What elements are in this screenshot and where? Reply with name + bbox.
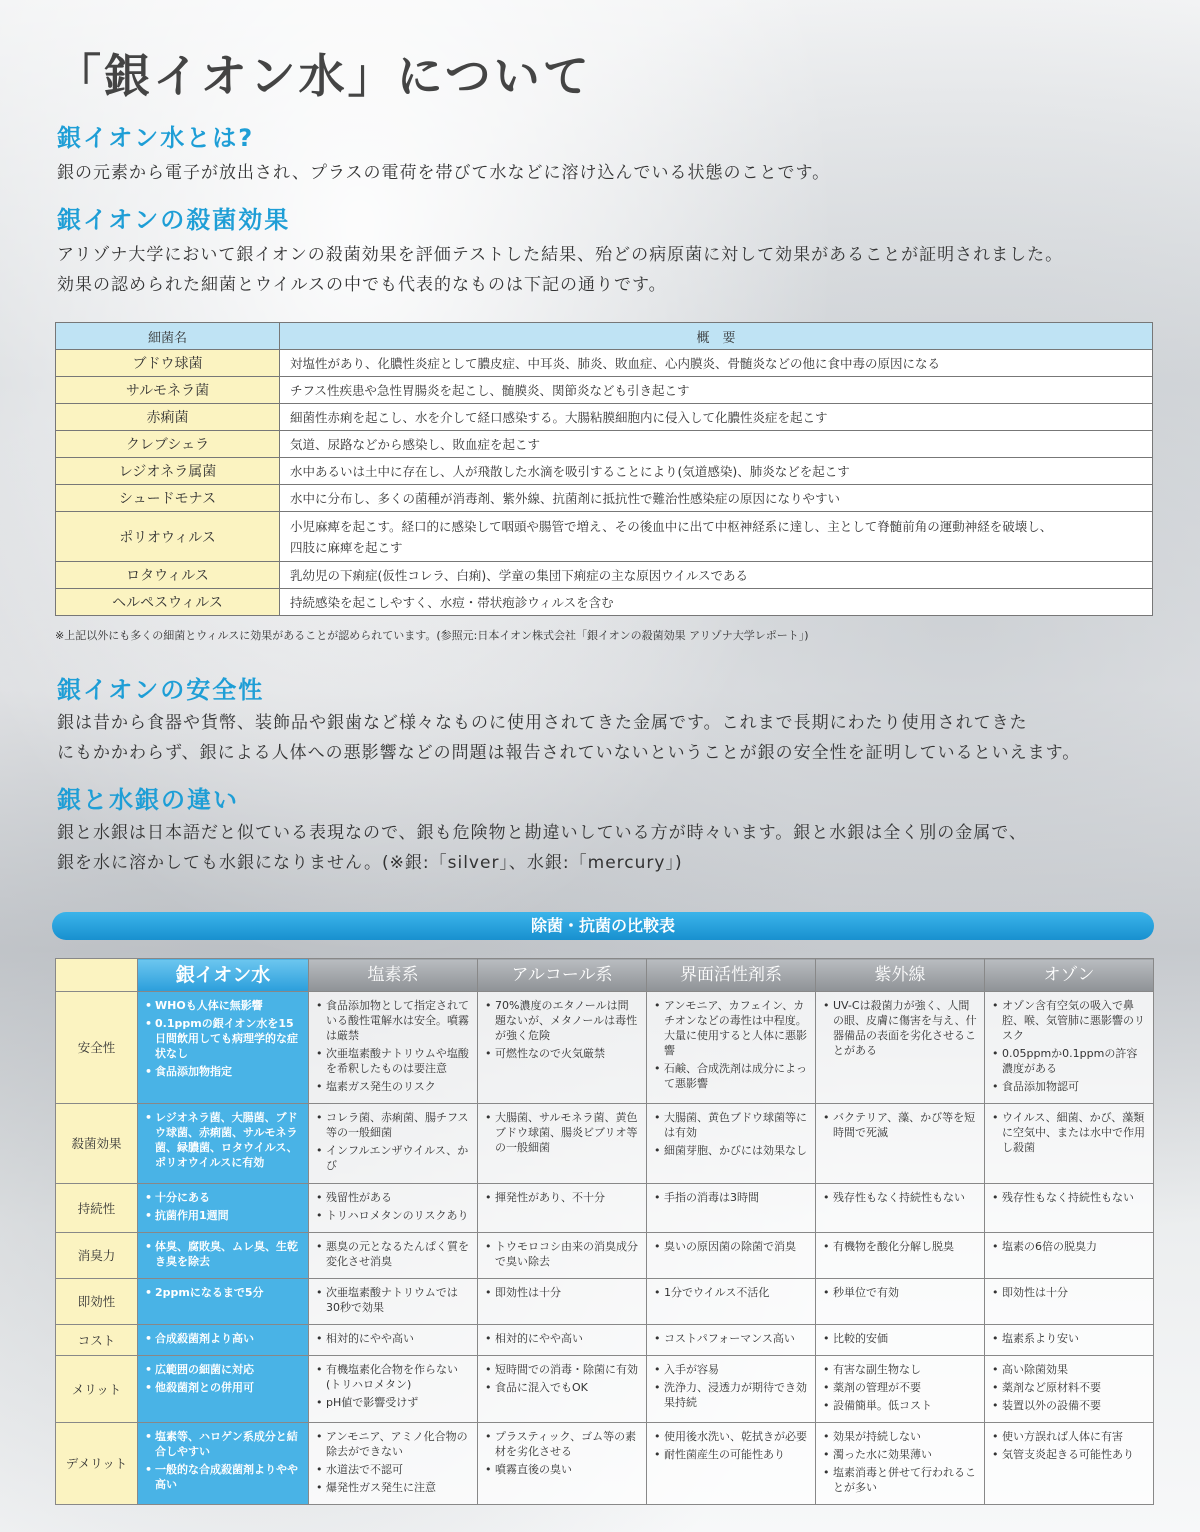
point-item: • 十分にある bbox=[145, 1190, 301, 1205]
row-label: メリット bbox=[56, 1356, 138, 1423]
table-cell bbox=[985, 1184, 1154, 1233]
point-item: • アンモニア、アミノ化合物の除去ができない bbox=[316, 1429, 470, 1459]
table-row bbox=[56, 431, 1153, 458]
table-cell bbox=[985, 1279, 1154, 1325]
table-row bbox=[56, 1233, 1154, 1279]
point-item: • 食品添加物指定 bbox=[145, 1064, 301, 1079]
point-list bbox=[823, 1110, 977, 1140]
point-list bbox=[485, 1429, 639, 1477]
safety-line-2: にもかかわらず、銀による人体への悪影響などの問題は報告されていないということが銀の安全性を証明しているといえます。 bbox=[57, 743, 1081, 763]
table-cell bbox=[647, 992, 816, 1104]
point-item: • 広範囲の細菌に対応 bbox=[145, 1362, 301, 1377]
point-item: • 手指の消毒は3時間 bbox=[654, 1190, 808, 1205]
table-row bbox=[56, 485, 1153, 512]
point-list bbox=[992, 1110, 1146, 1155]
point-item: • 薬剤など原材料不要 bbox=[992, 1380, 1146, 1395]
bacteria-header-name: 細菌名 bbox=[56, 323, 280, 350]
table-cell bbox=[816, 1423, 985, 1505]
point-item: • 塩素系より安い bbox=[992, 1331, 1146, 1346]
point-list bbox=[145, 1429, 301, 1492]
mercury-line-1: 銀と水銀は日本語だと似ている表現なので、銀も危険物と勘違いしている方が時々います。銀と水銀は全く別の金属で、 bbox=[57, 823, 1027, 843]
point-list bbox=[654, 1190, 808, 1205]
point-list bbox=[992, 1429, 1146, 1462]
bacteria-name: ブドウ球菌 bbox=[56, 350, 280, 377]
point-item: • 塩素等、ハロゲン系成分と結合しやすい bbox=[145, 1429, 301, 1459]
table-row bbox=[56, 1423, 1154, 1505]
table-cell bbox=[985, 1423, 1154, 1505]
point-item: • 大腸菌、サルモネラ菌、黄色ブドウ球菌、腸炎ビブリオ等の一般細菌 bbox=[485, 1110, 639, 1155]
point-list bbox=[485, 1331, 639, 1346]
table-row bbox=[56, 512, 1153, 562]
table-cell bbox=[309, 1184, 478, 1233]
table-row bbox=[56, 404, 1153, 431]
table-cell bbox=[478, 1279, 647, 1325]
point-item: • 塩素の6倍の脱臭力 bbox=[992, 1239, 1146, 1254]
point-item: • 使用後水洗い、乾拭きが必要 bbox=[654, 1429, 808, 1444]
point-item: • 0.1ppmの銀イオン水を15日間飲用しても病理学的な症状なし bbox=[145, 1016, 301, 1061]
point-list bbox=[485, 1239, 639, 1269]
table-cell bbox=[647, 1104, 816, 1184]
table-cell bbox=[647, 1325, 816, 1356]
table-row bbox=[56, 562, 1153, 589]
table-cell bbox=[647, 1279, 816, 1325]
bacteria-name: 赤痢菌 bbox=[56, 404, 280, 431]
table-cell bbox=[816, 992, 985, 1104]
safety-text bbox=[57, 708, 1080, 768]
point-item: • プラスティック、ゴム等の素材を劣化させる bbox=[485, 1429, 639, 1459]
point-item: • 設備簡単。低コスト bbox=[823, 1398, 977, 1413]
bacteria-name: クレブシェラ bbox=[56, 431, 280, 458]
point-item: • pH値で影響受けず bbox=[316, 1395, 470, 1410]
what-line-1: 銀の元素から電子が放出され、プラスの電荷を帯びて水などに溶け込んでいる状態のことです。 bbox=[57, 163, 831, 183]
col-header-uv: 紫外線 bbox=[816, 959, 985, 992]
table-cell bbox=[138, 1423, 309, 1505]
point-list bbox=[145, 1110, 301, 1170]
table-cell bbox=[985, 992, 1154, 1104]
point-list bbox=[992, 998, 1146, 1094]
point-item: • 合成殺菌剤より高い bbox=[145, 1331, 301, 1346]
point-item: • 相対的にやや高い bbox=[316, 1331, 470, 1346]
table-cell bbox=[647, 1356, 816, 1423]
table-cell bbox=[309, 1356, 478, 1423]
bacteria-name: ポリオウィルス bbox=[56, 512, 280, 562]
row-label: 即効性 bbox=[56, 1279, 138, 1325]
point-item: • ウイルス、細菌、かび、藻類に空気中、または水中で作用し殺菌 bbox=[992, 1110, 1146, 1155]
col-header-silver-ion: 銀イオン水 bbox=[138, 959, 309, 992]
table-row bbox=[56, 377, 1153, 404]
point-item: • 比較的安価 bbox=[823, 1331, 977, 1346]
point-list bbox=[316, 1429, 470, 1495]
point-list bbox=[654, 1239, 808, 1254]
point-list bbox=[654, 998, 808, 1091]
table-cell bbox=[309, 1104, 478, 1184]
bacteria-desc: 乳幼児の下痢症(仮性コレラ、白痢)、学童の集団下痢症の主な原因ウイルスである bbox=[280, 562, 1153, 589]
heading-effect: 銀イオンの殺菌効果 bbox=[57, 206, 291, 234]
table-cell bbox=[478, 1356, 647, 1423]
point-list bbox=[654, 1362, 808, 1410]
bacteria-desc: 気道、尿路などから感染し、敗血症を起こす bbox=[280, 431, 1153, 458]
table-cell bbox=[816, 1184, 985, 1233]
point-item: • 1分でウイルス不活化 bbox=[654, 1285, 808, 1300]
point-item: • 噴霧直後の臭い bbox=[485, 1462, 639, 1477]
table-cell bbox=[138, 1233, 309, 1279]
point-item: • アンモニア、カフェイン、カチオンなどの毒性は中程度。大量に使用すると人体に悪影響 bbox=[654, 998, 808, 1058]
point-list bbox=[316, 1362, 470, 1410]
table-row bbox=[56, 458, 1153, 485]
table-cell bbox=[985, 1356, 1154, 1423]
table-cell bbox=[647, 1233, 816, 1279]
row-label: コスト bbox=[56, 1325, 138, 1356]
col-header-chlorine: 塩素系 bbox=[309, 959, 478, 992]
point-item: • 高い除菌効果 bbox=[992, 1362, 1146, 1377]
bacteria-desc bbox=[280, 512, 1153, 562]
point-item: • 塩素消毒と併せて行われることが多い bbox=[823, 1465, 977, 1495]
table-cell bbox=[816, 1104, 985, 1184]
heading-mercury: 銀と水銀の違い bbox=[57, 786, 239, 814]
point-item: • 可燃性なので火気厳禁 bbox=[485, 1046, 639, 1061]
point-list bbox=[992, 1190, 1146, 1205]
point-item: • 洗浄力、浸透力が期待でき効果持続 bbox=[654, 1380, 808, 1410]
point-item: • 一般的な合成殺菌剤よりやや高い bbox=[145, 1462, 301, 1492]
point-list bbox=[654, 1331, 808, 1346]
point-item: • 有害な副生物なし bbox=[823, 1362, 977, 1377]
point-item: • オゾン含有空気の吸入で鼻腔、喉、気管肺に悪影響のリスク bbox=[992, 998, 1146, 1043]
point-item: • コストパフォーマンス高い bbox=[654, 1331, 808, 1346]
point-item: • 70%濃度のエタノールは問題ないが、メタノールは毒性が強く危険 bbox=[485, 998, 639, 1043]
row-label: 安全性 bbox=[56, 992, 138, 1104]
point-item: • 石鹸、合成洗剤は成分によって悪影響 bbox=[654, 1061, 808, 1091]
point-item: • トリハロメタンのリスクあり bbox=[316, 1208, 470, 1223]
point-list bbox=[316, 1285, 470, 1315]
point-list bbox=[823, 1285, 977, 1300]
point-list bbox=[654, 1429, 808, 1462]
point-list bbox=[823, 1190, 977, 1205]
effect-text bbox=[57, 240, 1063, 300]
col-header-alcohol: アルコール系 bbox=[478, 959, 647, 992]
point-item: • UV-Cは殺菌力が強く、人間の眼、皮膚に傷害を与え、什器備品の表面を劣化させることがある bbox=[823, 998, 977, 1058]
row-label: 持続性 bbox=[56, 1184, 138, 1233]
bacteria-desc: 持続感染を起こしやすく、水痘・帯状疱診ウィルスを含む bbox=[280, 589, 1153, 616]
point-item: • 体臭、腐敗臭、ムレ臭、生乾き臭を除去 bbox=[145, 1239, 301, 1269]
point-item: • 相対的にやや高い bbox=[485, 1331, 639, 1346]
corner-cell bbox=[56, 959, 138, 992]
bacteria-desc-line-1: 小児麻痺を起こす。経口的に感染して咽頭や腸管で増え、その後血中に出て中枢神経系に達し、主として脊髄前角の運動神経を破壊し、 bbox=[290, 518, 1053, 534]
point-item: • コレラ菌、赤痢菌、腸チフス等の一般細菌 bbox=[316, 1110, 470, 1140]
point-item: • 使い方誤れば人体に有害 bbox=[992, 1429, 1146, 1444]
point-item: • バクテリア、藻、かび等を短時間で死滅 bbox=[823, 1110, 977, 1140]
point-item: • 残存性もなく持続性もない bbox=[992, 1190, 1146, 1205]
point-list bbox=[992, 1285, 1146, 1300]
table-row bbox=[56, 1104, 1154, 1184]
point-item: • 悪臭の元となるたんぱく質を変化させ消臭 bbox=[316, 1239, 470, 1269]
table-row bbox=[56, 350, 1153, 377]
bacteria-name: サルモネラ菌 bbox=[56, 377, 280, 404]
point-item: • 0.05ppmか0.1ppmの許容濃度がある bbox=[992, 1046, 1146, 1076]
point-item: • レジオネラ菌、大腸菌、ブドウ球菌、赤痢菌、サルモネラ菌、緑膿菌、ロタウイルス、ポリオウイルスに有効 bbox=[145, 1110, 301, 1170]
table-cell bbox=[985, 1325, 1154, 1356]
bacteria-desc: 水中あるいは土中に存在し、人が飛散した水滴を吸引することにより(気道感染)、肺炎などを起こす bbox=[280, 458, 1153, 485]
table-cell bbox=[138, 1279, 309, 1325]
heading-safety: 銀イオンの安全性 bbox=[57, 676, 265, 704]
bacteria-desc: 水中に分布し、多くの菌種が消毒剤、紫外線、抗菌剤に抵抗性で難治性感染症の原因になりやすい bbox=[280, 485, 1153, 512]
table-cell bbox=[138, 1325, 309, 1356]
point-list bbox=[145, 1190, 301, 1223]
comparison-table bbox=[55, 958, 1154, 1505]
point-item: • 大腸菌、黄色ブドウ球菌等には有効 bbox=[654, 1110, 808, 1140]
point-list bbox=[823, 1239, 977, 1254]
table-cell bbox=[478, 1104, 647, 1184]
table-cell bbox=[309, 1423, 478, 1505]
point-list bbox=[823, 1331, 977, 1346]
point-item: • 耐性菌産生の可能性あり bbox=[654, 1447, 808, 1462]
col-header-ozone: オゾン bbox=[985, 959, 1154, 992]
row-label: 消臭力 bbox=[56, 1233, 138, 1279]
point-item: • インフルエンザウイルス、かび bbox=[316, 1143, 470, 1173]
bacteria-header-summary: 概 要 bbox=[280, 323, 1153, 350]
table-cell bbox=[816, 1279, 985, 1325]
table-cell bbox=[478, 1325, 647, 1356]
point-item: • 薬剤の管理が不要 bbox=[823, 1380, 977, 1395]
bacteria-name: シュードモナス bbox=[56, 485, 280, 512]
point-item: • 濁った水に効果薄い bbox=[823, 1447, 977, 1462]
point-item: • 次亜塩素酸ナトリウムや塩酸を希釈したものは要注意 bbox=[316, 1046, 470, 1076]
bacteria-name: レジオネラ属菌 bbox=[56, 458, 280, 485]
point-item: • WHOも人体に無影響 bbox=[145, 998, 301, 1013]
point-list bbox=[145, 1331, 301, 1346]
point-item: • 水道法で不認可 bbox=[316, 1462, 470, 1477]
table-cell bbox=[816, 1233, 985, 1279]
safety-line-1: 銀は昔から食器や貨幣、装飾品や銀歯など様々なものに使用されてきた金属です。これまで長期にわたり使用されてきた bbox=[57, 713, 1028, 733]
point-item: • 食品添加物認可 bbox=[992, 1079, 1146, 1094]
table-cell bbox=[985, 1104, 1154, 1184]
bacteria-name: ヘルペスウィルス bbox=[56, 589, 280, 616]
effect-line-1: アリゾナ大学において銀イオンの殺菌効果を評価テストした結果、殆どの病原菌に対して効果があることが証明されました。 bbox=[57, 245, 1064, 265]
table-cell bbox=[647, 1184, 816, 1233]
comparison-title-bar: 除菌・抗菌の比較表 bbox=[52, 912, 1154, 940]
point-list bbox=[823, 1362, 977, 1413]
point-item: • 短時間での消毒・除菌に有効 bbox=[485, 1362, 639, 1377]
table-cell bbox=[478, 1423, 647, 1505]
point-item: • 塩素ガス発生のリスク bbox=[316, 1079, 470, 1094]
point-item: • 気管支炎起きる可能性あり bbox=[992, 1447, 1146, 1462]
point-list bbox=[485, 998, 639, 1061]
table-row bbox=[56, 1184, 1154, 1233]
point-item: • 2ppmになるまで5分 bbox=[145, 1285, 301, 1300]
point-item: • 入手が容易 bbox=[654, 1362, 808, 1377]
point-item: • トウモロコシ由来の消臭成分で臭い除去 bbox=[485, 1239, 639, 1269]
mercury-line-2: 銀を水に溶かしても水銀になりません。(※銀:「silver」、水銀:「mercury」) bbox=[57, 853, 683, 873]
table-cell bbox=[816, 1356, 985, 1423]
mercury-text bbox=[57, 818, 1027, 878]
heading-what: 銀イオン水とは? bbox=[57, 124, 255, 152]
table-row bbox=[56, 1356, 1154, 1423]
point-item: • 有機塩素化合物を作らない(トリハロメタン) bbox=[316, 1362, 470, 1392]
row-label: 殺菌効果 bbox=[56, 1104, 138, 1184]
point-item: • 装置以外の設備不要 bbox=[992, 1398, 1146, 1413]
point-list bbox=[992, 1239, 1146, 1254]
point-item: • 残存性もなく持続性もない bbox=[823, 1190, 977, 1205]
table-cell bbox=[309, 1233, 478, 1279]
effect-line-2: 効果の認められた細菌とウイルスの中でも代表的なものは下記の通りです。 bbox=[57, 275, 667, 295]
table-cell bbox=[478, 1233, 647, 1279]
point-list bbox=[654, 1285, 808, 1300]
point-list bbox=[316, 1190, 470, 1223]
point-item: • 即効性は十分 bbox=[992, 1285, 1146, 1300]
col-header-surfactant: 界面活性剤系 bbox=[647, 959, 816, 992]
point-list bbox=[823, 998, 977, 1058]
point-list bbox=[992, 1362, 1146, 1413]
table-row bbox=[56, 1279, 1154, 1325]
point-list bbox=[145, 998, 301, 1079]
point-item: • 残留性がある bbox=[316, 1190, 470, 1205]
point-item: • 細菌芽胞、かびには効果なし bbox=[654, 1143, 808, 1158]
bacteria-desc: チフス性疾患や急性胃腸炎を起こし、髄膜炎、関節炎なども引き起こす bbox=[280, 377, 1153, 404]
bacteria-desc: 細菌性赤痢を起こし、水を介して経口感染する。大腸粘膜細胞内に侵入して化膿性炎症を起こす bbox=[280, 404, 1153, 431]
point-list bbox=[316, 1331, 470, 1346]
point-list bbox=[823, 1429, 977, 1495]
point-list bbox=[145, 1239, 301, 1269]
page-title: 「銀イオン水」について bbox=[55, 49, 592, 103]
bacteria-desc: 対塩性があり、化膿性炎症として膿皮症、中耳炎、肺炎、敗血症、心内膜炎、骨髄炎などの他に食中毒の原因になる bbox=[280, 350, 1153, 377]
point-item: • 秒単位で有効 bbox=[823, 1285, 977, 1300]
table-row bbox=[56, 1325, 1154, 1356]
point-list bbox=[485, 1362, 639, 1395]
point-item: • 即効性は十分 bbox=[485, 1285, 639, 1300]
point-list bbox=[145, 1285, 301, 1300]
point-list bbox=[485, 1110, 639, 1155]
point-list bbox=[316, 998, 470, 1094]
point-list bbox=[316, 1110, 470, 1173]
point-list bbox=[654, 1110, 808, 1158]
point-list bbox=[485, 1285, 639, 1300]
table-cell bbox=[138, 1184, 309, 1233]
table-cell bbox=[478, 1184, 647, 1233]
table-cell bbox=[309, 1279, 478, 1325]
point-list bbox=[992, 1331, 1146, 1346]
point-list bbox=[145, 1362, 301, 1395]
point-item: • 食品添加物として指定されている酸性電解水は安全。噴霧は厳禁 bbox=[316, 998, 470, 1043]
table-row bbox=[56, 992, 1154, 1104]
table-row bbox=[56, 589, 1153, 616]
table-cell bbox=[309, 992, 478, 1104]
point-item: • 有機物を酸化分解し脱臭 bbox=[823, 1239, 977, 1254]
point-list bbox=[316, 1239, 470, 1269]
table-footnote: ※上記以外にも多くの細菌とウィルスに効果があることが認められています。(参照元:日本イオン株式会社「銀イオンの殺菌効果 アリゾナ大学レポート」) bbox=[55, 629, 809, 642]
what-text bbox=[57, 158, 830, 188]
table-cell bbox=[138, 1356, 309, 1423]
bacteria-name: ロタウィルス bbox=[56, 562, 280, 589]
point-item: • 他殺菌剤との併用可 bbox=[145, 1380, 301, 1395]
point-item: • 揮発性があり、不十分 bbox=[485, 1190, 639, 1205]
table-cell bbox=[138, 992, 309, 1104]
point-item: • 効果が持続しない bbox=[823, 1429, 977, 1444]
point-list bbox=[485, 1190, 639, 1205]
table-cell bbox=[138, 1104, 309, 1184]
point-item: • 爆発性ガス発生に注意 bbox=[316, 1480, 470, 1495]
table-cell bbox=[985, 1233, 1154, 1279]
bacteria-desc-line-2: 四肢に麻痺を起こす bbox=[290, 539, 403, 555]
point-item: • 抗菌作用1週間 bbox=[145, 1208, 301, 1223]
table-cell bbox=[309, 1325, 478, 1356]
row-label: デメリット bbox=[56, 1423, 138, 1505]
table-cell bbox=[816, 1325, 985, 1356]
point-item: • 次亜塩素酸ナトリウムでは30秒で効果 bbox=[316, 1285, 470, 1315]
bacteria-table bbox=[55, 322, 1153, 616]
table-cell bbox=[478, 992, 647, 1104]
point-item: • 臭いの原因菌の除菌で消臭 bbox=[654, 1239, 808, 1254]
table-cell bbox=[647, 1423, 816, 1505]
point-item: • 食品に混入でもOK bbox=[485, 1380, 639, 1395]
